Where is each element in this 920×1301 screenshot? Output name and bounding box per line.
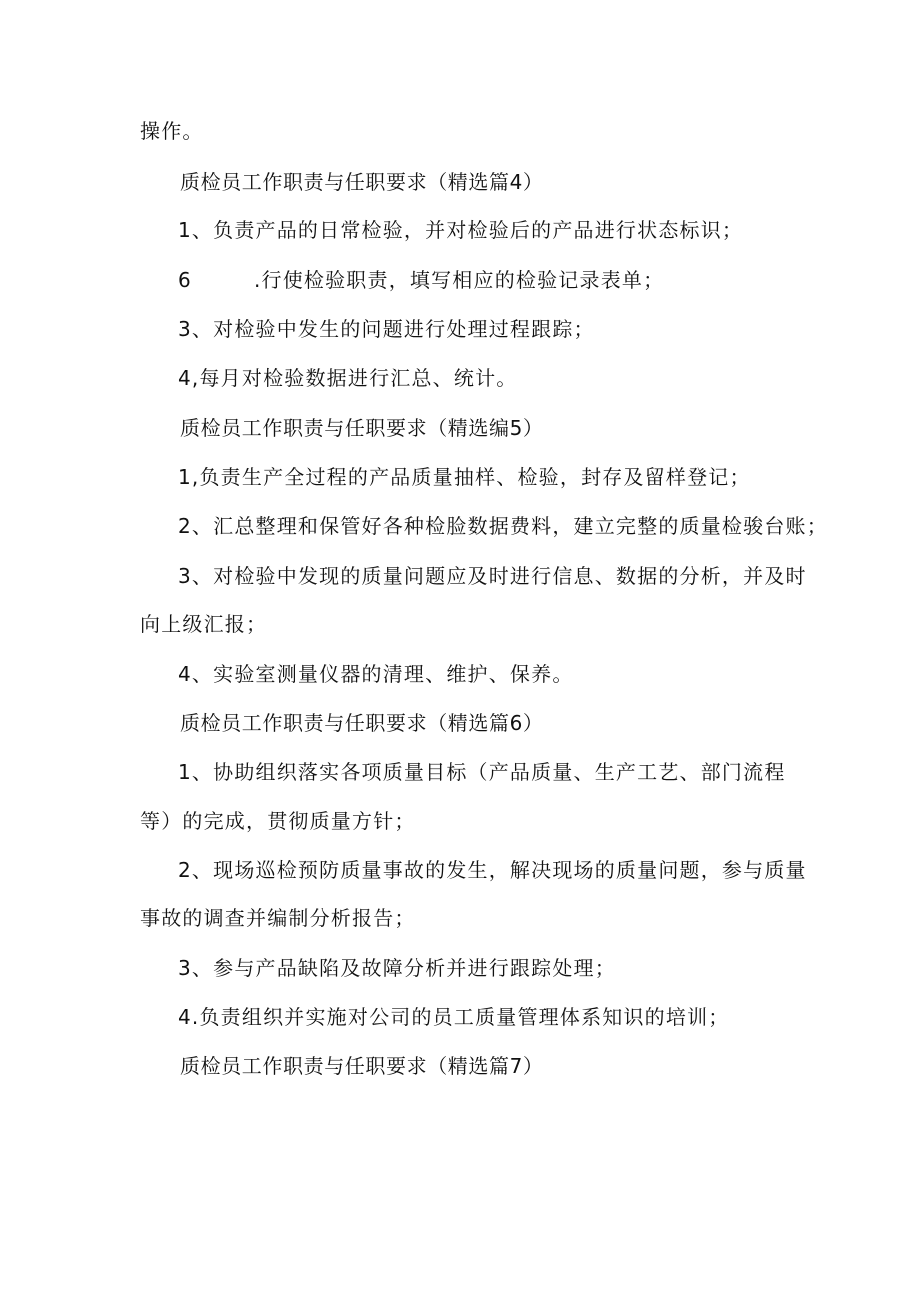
list-item-continuation: 事故的调查并编制分析报告； xyxy=(140,906,416,930)
list-item xyxy=(178,266,664,294)
list-item-text: .行使检验职责，填写相应的检验记录表单； xyxy=(253,268,665,292)
list-item-continuation: 等）的完成，贯彻质量方针； xyxy=(140,809,416,833)
list-item: 4、实验室测量仪器的清理、维护、保养。 xyxy=(178,662,574,686)
section-heading-4: 质检员工作职责与任职要求（精选篇4） xyxy=(180,170,544,194)
list-item: 1、负责产品的日常检验，并对检验后的产品进行状态标识； xyxy=(178,218,744,242)
paragraph-continuation: 操作。 xyxy=(140,119,204,143)
section-heading-7: 质检员工作职责与任职要求（精选篇7） xyxy=(180,1054,544,1078)
list-item: 1,负责生产全过程的产品质量抽样、检验，封存及留样登记； xyxy=(178,465,751,489)
list-item-continuation: 向上级汇报； xyxy=(140,612,268,636)
list-item: 4.负责组织并实施对公司的员工质量管理体系知识的培训； xyxy=(178,1005,730,1029)
list-item: 2、现场巡检预防质量事故的发生，解决现场的质量问题，参与质量 xyxy=(178,858,807,882)
list-item: 3、参与产品缺陷及故障分析并进行跟踪处理； xyxy=(178,956,616,980)
list-item-number: 6 xyxy=(178,268,192,292)
list-item: 1、协助组织落实各项质量目标（产品质量、生产工艺、部门流程 xyxy=(178,760,786,784)
section-heading-6: 质检员工作职责与任职要求（精选篇6） xyxy=(180,711,544,735)
list-item: 3、对检验中发现的质量问题应及时进行信息、数据的分析，并及时 xyxy=(178,564,807,588)
list-item: 4,每月对检验数据进行汇总、统计。 xyxy=(178,366,518,390)
list-item: 3、对检验中发生的问题进行处理过程跟踪； xyxy=(178,317,595,341)
section-heading-5: 质检员工作职责与任职要求（精选编5） xyxy=(180,416,544,440)
list-item: 2、汇总整理和保管好各种检脸数据费料，建立完整的质量检骏台账； xyxy=(178,514,828,538)
